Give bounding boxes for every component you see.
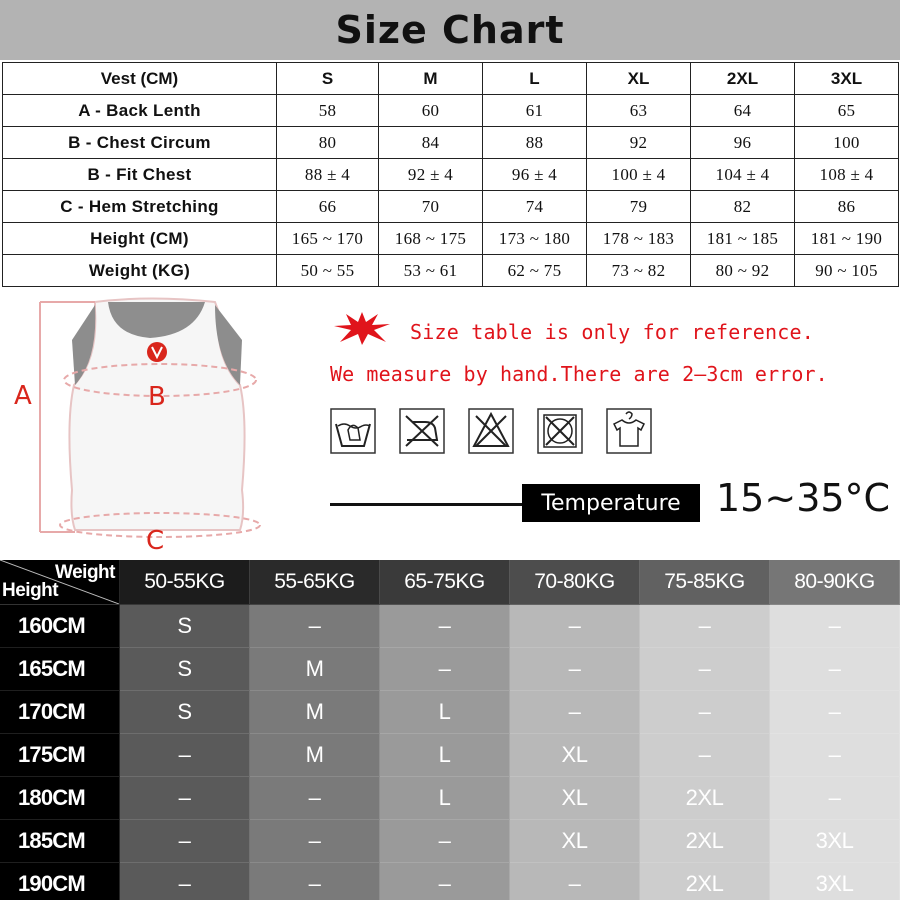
size-table-cell: 108 ± 4 <box>795 159 899 191</box>
size-table-row-label: C - Hem Stretching <box>3 191 277 223</box>
size-table-cell: 178 ~ 183 <box>587 223 691 255</box>
recommended-size-cell: – <box>770 734 900 777</box>
recommended-size-cell: – <box>510 605 640 648</box>
do-not-tumble-dry-icon <box>537 408 583 454</box>
size-table-row <box>3 95 899 127</box>
size-table-cell: 70 <box>379 191 483 223</box>
size-table-cell: 92 ± 4 <box>379 159 483 191</box>
size-table-cell: 64 <box>691 95 795 127</box>
recommended-size-cell: – <box>770 777 900 820</box>
recommended-size-cell: 3XL <box>770 820 900 863</box>
size-table-row-label: A - Back Lenth <box>3 95 277 127</box>
recommended-size-cell: – <box>640 648 770 691</box>
recommended-size-cell: XL <box>510 777 640 820</box>
size-table-header: XL <box>587 63 691 95</box>
size-table-header: 2XL <box>691 63 795 95</box>
height-row-header: 185CM <box>0 820 120 863</box>
size-table-cell: 50 ~ 55 <box>277 255 379 287</box>
weight-column-header: 80-90KG <box>770 560 900 605</box>
recommended-size-cell: – <box>250 605 380 648</box>
size-table-cell: 61 <box>483 95 587 127</box>
size-table-cell: 74 <box>483 191 587 223</box>
corner-weight-label: Weight <box>55 562 115 583</box>
size-table-cell: 73 ~ 82 <box>587 255 691 287</box>
size-table-header-row <box>3 63 899 95</box>
recommended-size-cell: XL <box>510 820 640 863</box>
temperature-line <box>330 503 525 506</box>
title-banner <box>0 0 900 60</box>
recommended-size-cell: – <box>380 863 510 900</box>
diagram-label-a: A <box>14 381 32 411</box>
recommended-size-cell: – <box>250 777 380 820</box>
weight-column-header: 50-55KG <box>120 560 250 605</box>
recommended-size-cell: M <box>250 734 380 777</box>
corner-height-label: Height <box>2 580 59 601</box>
size-table-cell: 181 ~ 185 <box>691 223 795 255</box>
recommended-size-cell: – <box>120 734 250 777</box>
size-table-cell: 63 <box>587 95 691 127</box>
grid-corner <box>0 560 120 605</box>
size-table-row <box>3 191 899 223</box>
weight-column-header: 70-80KG <box>510 560 640 605</box>
starburst-icon <box>332 310 392 346</box>
size-table-row <box>3 223 899 255</box>
size-table-cell: 53 ~ 61 <box>379 255 483 287</box>
recommended-size-cell: – <box>250 820 380 863</box>
hang-dry-icon <box>606 408 652 454</box>
recommended-size-cell: – <box>770 648 900 691</box>
recommended-size-cell: – <box>640 691 770 734</box>
recommended-size-cell: S <box>120 691 250 734</box>
height-row-header: 165CM <box>0 648 120 691</box>
page-title: Size Chart <box>335 8 565 52</box>
recommended-size-cell: 2XL <box>640 777 770 820</box>
size-table-cell: 96 <box>691 127 795 159</box>
recommended-size-cell: – <box>510 648 640 691</box>
recommended-size-cell: S <box>120 648 250 691</box>
recommended-size-cell: – <box>640 605 770 648</box>
recommended-size-cell: 2XL <box>640 820 770 863</box>
vest-diagram <box>0 290 300 555</box>
size-table-cell: 66 <box>277 191 379 223</box>
weight-column-header: 55-65KG <box>250 560 380 605</box>
size-table-header: 3XL <box>795 63 899 95</box>
hand-wash-icon <box>330 408 376 454</box>
height-row-header: 180CM <box>0 777 120 820</box>
size-table-row-label: Weight (KG) <box>3 255 277 287</box>
care-icons-row <box>330 408 652 454</box>
size-table-cell: 58 <box>277 95 379 127</box>
size-table-row-label: B - Fit Chest <box>3 159 277 191</box>
size-table-cell: 88 <box>483 127 587 159</box>
size-table-cell: 181 ~ 190 <box>795 223 899 255</box>
size-table-header: Vest (CM) <box>3 63 277 95</box>
recommended-size-cell: – <box>770 605 900 648</box>
recommended-size-cell: M <box>250 648 380 691</box>
height-row-header: 160CM <box>0 605 120 648</box>
size-table-header: S <box>277 63 379 95</box>
recommended-size-cell: – <box>380 648 510 691</box>
size-table-header: L <box>483 63 587 95</box>
temperature-value: 15~35°C <box>716 476 891 520</box>
size-table-cell: 62 ~ 75 <box>483 255 587 287</box>
size-table-cell: 168 ~ 175 <box>379 223 483 255</box>
size-recommendation-grid <box>0 560 900 900</box>
size-table-cell: 90 ~ 105 <box>795 255 899 287</box>
size-table-cell: 88 ± 4 <box>277 159 379 191</box>
diagram-label-c: C <box>146 526 165 555</box>
recommended-size-cell: XL <box>510 734 640 777</box>
size-table-cell: 65 <box>795 95 899 127</box>
recommended-size-cell: 3XL <box>770 863 900 900</box>
size-table-row-label: B - Chest Circum <box>3 127 277 159</box>
size-table-row-label: Height (CM) <box>3 223 277 255</box>
recommended-size-cell: – <box>510 863 640 900</box>
size-table-cell: 80 <box>277 127 379 159</box>
recommended-size-cell: L <box>380 734 510 777</box>
do-not-iron-icon <box>399 408 445 454</box>
temperature-label: Temperature <box>522 484 700 522</box>
size-table-cell: 86 <box>795 191 899 223</box>
recommended-size-cell: M <box>250 691 380 734</box>
recommended-size-cell: – <box>120 863 250 900</box>
height-row-header: 175CM <box>0 734 120 777</box>
height-row-header: 190CM <box>0 863 120 900</box>
size-table-cell: 79 <box>587 191 691 223</box>
size-table-header: M <box>379 63 483 95</box>
do-not-bleach-icon <box>468 408 514 454</box>
recommended-size-cell: L <box>380 777 510 820</box>
size-table-cell: 173 ~ 180 <box>483 223 587 255</box>
recommended-size-cell: – <box>510 691 640 734</box>
size-table-cell: 100 ± 4 <box>587 159 691 191</box>
recommended-size-cell: – <box>380 820 510 863</box>
size-table-cell: 82 <box>691 191 795 223</box>
size-table-cell: 60 <box>379 95 483 127</box>
recommended-size-cell: – <box>380 605 510 648</box>
weight-column-header: 65-75KG <box>380 560 510 605</box>
height-row-header: 170CM <box>0 691 120 734</box>
size-table-cell: 92 <box>587 127 691 159</box>
recommended-size-cell: – <box>120 820 250 863</box>
recommended-size-cell: – <box>640 734 770 777</box>
measurement-error-note: We measure by hand.There are 2—3cm error. <box>330 362 828 386</box>
reference-note: Size table is only for reference. <box>410 320 814 344</box>
size-table-cell: 80 ~ 92 <box>691 255 795 287</box>
diagram-label-b: B <box>148 382 166 412</box>
size-table-cell: 96 ± 4 <box>483 159 587 191</box>
recommended-size-cell: – <box>770 691 900 734</box>
size-table-cell: 165 ~ 170 <box>277 223 379 255</box>
recommended-size-cell: – <box>120 777 250 820</box>
size-table-cell: 100 <box>795 127 899 159</box>
recommended-size-cell: 2XL <box>640 863 770 900</box>
size-table-row <box>3 127 899 159</box>
weight-column-header: 75-85KG <box>640 560 770 605</box>
size-table-cell: 104 ± 4 <box>691 159 795 191</box>
recommended-size-cell: S <box>120 605 250 648</box>
size-measurement-table <box>2 62 899 287</box>
size-table-cell: 84 <box>379 127 483 159</box>
size-table-row <box>3 159 899 191</box>
recommended-size-cell: L <box>380 691 510 734</box>
recommended-size-cell: – <box>250 863 380 900</box>
size-table-row <box>3 255 899 287</box>
